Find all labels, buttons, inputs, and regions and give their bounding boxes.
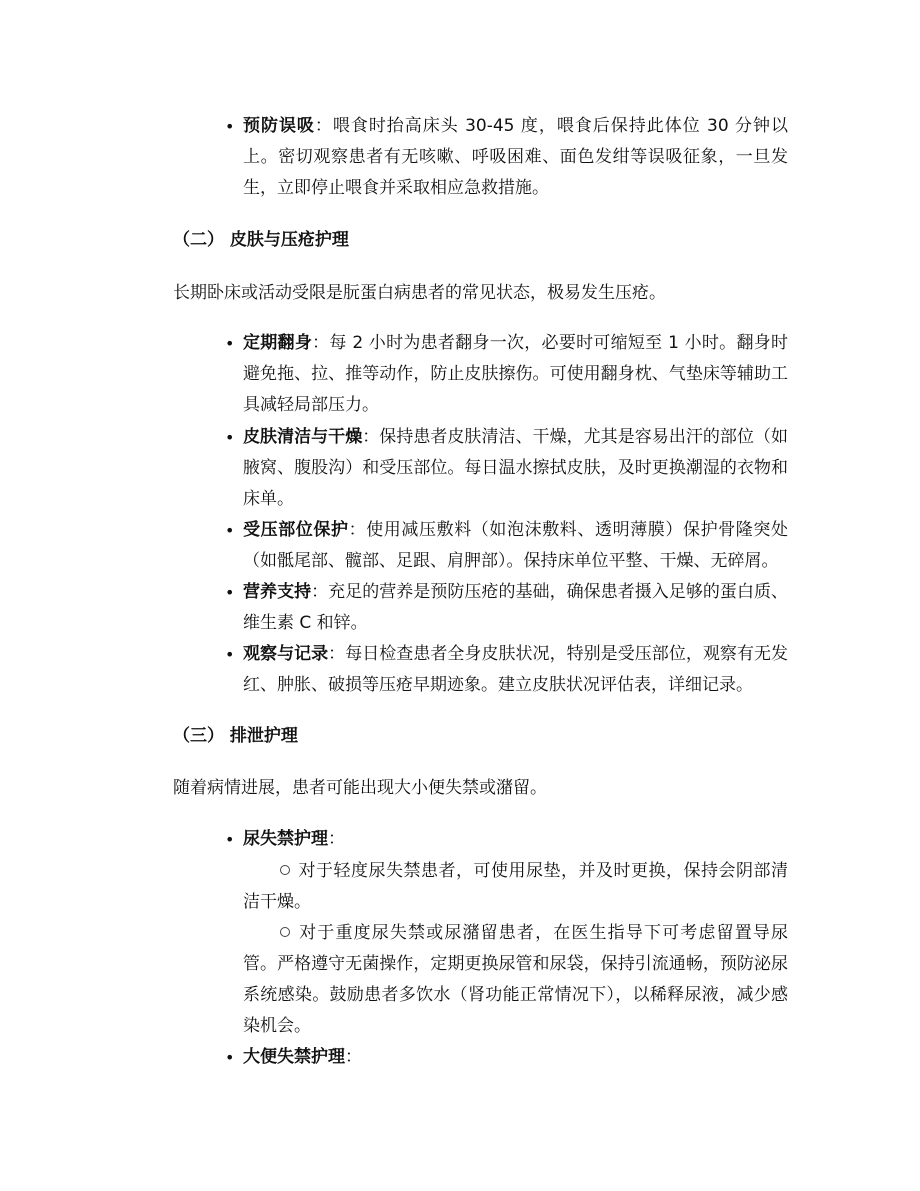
circle-bullet-icon (280, 865, 290, 875)
section-intro: 随着病情进展，患者可能出现大小便失禁或潴留。 (173, 778, 547, 798)
bullet-icon: • (225, 1048, 235, 1067)
sub-list-item (243, 856, 788, 918)
item-text: ：每 2 小时为患者翻身一次，必要时可缩短至 1 小时。翻身时避免拖、拉、推等动作，防止皮肤擦伤。可使用翻身枕、气垫床等辅助工具减轻局部压力。 (243, 333, 788, 415)
list-item (225, 639, 789, 701)
item-text: ：保持患者皮肤清洁、干燥，尤其是容易出汗的部位（如腋窝、腹股沟）和受压部位。每日温水擦拭皮肤，及时更换潮湿的衣物和床单。 (243, 427, 789, 509)
item-term: 定期翻身 (243, 333, 313, 353)
item-text: ：喂食时抬高床头 30-45 度，喂食后保持此体位 30 分钟以上。密切观察患者有无咳嗽、呼吸困难、面色发绀等误吸征象，一旦发生，立即停止喂食并采取相应急救措施。 (243, 116, 788, 198)
item-term: 尿失禁护理 (243, 829, 328, 849)
item-text: ：每日检查患者全身皮肤状况，特别是受压部位，观察有无发红、肿胀、破损等压疮早期迹象。建立皮肤状况评估表，详细记录。 (243, 644, 789, 695)
section-intro: 长期卧床或活动受限是朊蛋白病患者的常见状态，极易发生压疮。 (173, 283, 666, 303)
list-item (225, 1042, 788, 1073)
item-term: 预防误吸 (243, 116, 315, 136)
item-term: 受压部位保护 (243, 520, 349, 540)
item-term: 皮肤清洁与干燥 (243, 427, 363, 447)
item-text: ： (345, 1047, 362, 1067)
list-item (225, 328, 788, 421)
bullet-icon: • (225, 645, 235, 664)
bullet-icon: • (225, 830, 235, 849)
list-item (225, 515, 789, 577)
item-text: ： (328, 829, 345, 849)
circle-bullet-icon (280, 927, 290, 937)
sub-item-text: 对于轻度尿失禁患者，可使用尿垫，并及时更换，保持会阴部清洁干燥。 (243, 861, 788, 912)
item-term: 营养支持 (243, 582, 312, 602)
bullet-icon: • (225, 521, 235, 540)
bullet-icon: • (225, 583, 235, 602)
list-item (225, 111, 788, 204)
sub-item-text: 对于重度尿失禁或尿潴留患者，在医生指导下可考虑留置导尿管。严格遵守无菌操作，定期更换尿管和尿袋，保持引流通畅，预防泌尿系统感染。鼓励患者多饮水（肾功能正常情况下），以稀释尿液，减少感染机会。 (243, 923, 788, 1036)
item-term: 大便失禁护理 (243, 1047, 345, 1067)
bullet-icon: • (225, 117, 235, 136)
list-item (225, 422, 789, 515)
list-item (225, 824, 788, 855)
section-heading: （三） 排泄护理 (173, 726, 298, 746)
bullet-icon: • (225, 334, 235, 353)
item-text: ：充足的营养是预防压疮的基础，确保患者摄入足够的蛋白质、维生素 C 和锌。 (243, 582, 789, 633)
item-text: ：使用减压敷料（如泡沫敷料、透明薄膜）保护骨隆突处（如骶尾部、髋部、足跟、肩胛部）。保持床单位平整、干燥、无碎屑。 (243, 520, 789, 571)
list-item (225, 577, 789, 639)
sub-list-item (243, 918, 788, 1042)
item-term: 观察与记录 (243, 644, 329, 664)
bullet-icon: • (225, 428, 235, 447)
section-heading: （二） 皮肤与压疮护理 (173, 230, 349, 250)
